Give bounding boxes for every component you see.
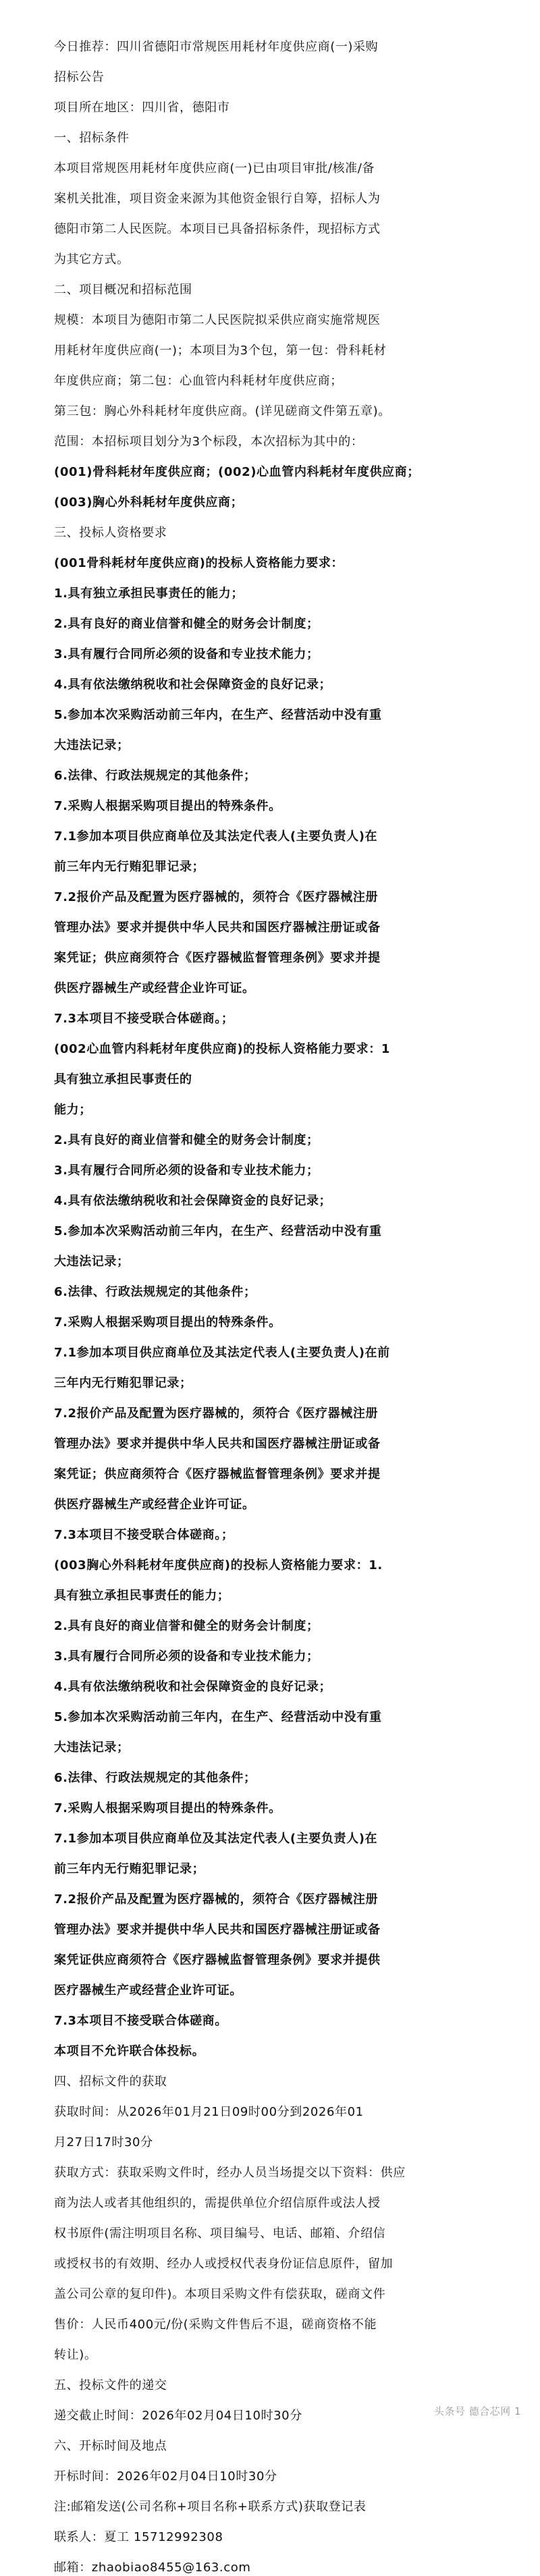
article-line: 7.2报价产品及配置为医疗器械的，须符合《医疗器械注册 [54, 1892, 379, 1907]
article-line: 案凭证；供应商须符合《医疗器械监督管理条例》要求并提 [54, 951, 381, 965]
article-line: 第三包：胸心外科耗材年度供应商。(详见磋商文件第五章)。 [54, 404, 391, 418]
article-line: 规模：本项目为德阳市第二人民医院拟采供应商实施常规医 [54, 313, 381, 327]
article-line: 招标公告 [54, 70, 105, 84]
article-line: 2.具有良好的商业信誉和健全的财务会计制度； [54, 617, 319, 631]
article-line: 4.具有依法缴纳税收和社会保障资金的良好记录； [54, 1680, 332, 1694]
article-line: 7.1参加本项目供应商单位及其法定代表人(主要负责人)在 [54, 1832, 378, 1846]
article-line: 盖公司公章的复印件)。本项目采购文件有偿获取，磋商文件 [54, 2287, 386, 2301]
article-line: 项目所在地区：四川省，德阳市 [54, 101, 230, 115]
article-line: 具有独立承担民事责任的 [54, 1072, 192, 1087]
article-line: 7.采购人根据采购项目提出的特殊条件。 [54, 1315, 281, 1330]
article-line: 大违法记录； [54, 738, 130, 752]
article-line: 二、项目概况和招标范围 [54, 283, 192, 297]
article-line: 案凭证供应商须符合《医疗器械监督管理条例》要求并提供 [54, 1953, 381, 1967]
article-line: 3.具有履行合同所必须的设备和专业技术能力； [54, 647, 319, 661]
article-line: 5.参加本次采购活动前三年内，在生产、经营活动中没有重 [54, 1224, 382, 1238]
article-line: (003胸心外科耗材年度供应商)的投标人资格能力要求：1. [54, 1558, 383, 1572]
article-line: (003)胸心外科耗材年度供应商； [54, 495, 244, 510]
watermark: 头条号 德合芯网 1 [433, 2405, 521, 2417]
article-line: 6.法律、行政法规规定的其他条件； [54, 1285, 256, 1299]
article-line: 5.参加本次采购活动前三年内，在生产、经营活动中没有重 [54, 1710, 382, 1724]
article-line: 供医疗器械生产或经营企业许可证。 [54, 1498, 255, 1512]
article-line: 7.3本项目不接受联合体磋商。； [54, 1012, 234, 1026]
article-line: 5.参加本次采购活动前三年内，在生产、经营活动中没有重 [54, 708, 382, 722]
article-line: 本项目不允许联合体投标。 [54, 2044, 205, 2058]
article-line: 邮箱：zhaobiao8455@163.com [54, 2560, 251, 2575]
article-line: 7.2报价产品及配置为医疗器械的，须符合《医疗器械注册 [54, 890, 379, 904]
article-line: 7.1参加本项目供应商单位及其法定代表人(主要负责人)在前 [54, 1346, 390, 1360]
article-line: 案凭证；供应商须符合《医疗器械监督管理条例》要求并提 [54, 1467, 381, 1481]
article-line: 转让)。 [54, 2348, 97, 2362]
article-line: 权书原件(需注明项目名称、项目编号、电话、邮箱、介绍信 [54, 2226, 386, 2241]
article-line: 年度供应商；第二包：心血管内科耗材年度供应商； [54, 374, 343, 388]
article-line: 7.1参加本项目供应商单位及其法定代表人(主要负责人)在 [54, 829, 378, 844]
article-line: 四、招标文件的获取 [54, 2075, 167, 2089]
article-line: 用耗材年度供应商(一)；本项目为3个包，第一包：骨科耗材 [54, 344, 387, 358]
article-line: 管理办法》要求并提供中华人民共和国医疗器械注册证或备 [54, 1437, 381, 1451]
article-body [54, 39, 486, 2576]
article-line: 范围：本招标项目划分为3个标段，本次招标为其中的： [54, 435, 364, 449]
article-line: 月27日17时30分 [54, 2135, 153, 2149]
article-line: (001骨科耗材年度供应商)的投标人资格能力要求： [54, 556, 344, 570]
article-line: 能力； [54, 1103, 92, 1117]
article-line: 一、招标条件 [54, 131, 130, 145]
article-line: 2.具有良好的商业信誉和健全的财务会计制度； [54, 1619, 319, 1633]
article-line: 供医疗器械生产或经营企业许可证。 [54, 981, 255, 995]
article-line: 管理办法》要求并提供中华人民共和国医疗器械注册证或备 [54, 921, 381, 935]
article-line: 3.具有履行合同所必须的设备和专业技术能力； [54, 1649, 319, 1664]
article-line: 获取方式：获取采购文件时，经办人员当场提交以下资料：供应 [54, 2166, 406, 2180]
article-line: 开标时间：2026年02月04日10时30分 [54, 2469, 277, 2484]
article-line: 德阳市第二人民医院。本项目已具备招标条件，现招标方式 [54, 222, 381, 236]
article-line: 1.具有独立承担民事责任的能力； [54, 586, 244, 601]
article-line: 递交截止时间：2026年02月04日10时30分 [54, 2409, 302, 2423]
article-line: 案机关批准，项目资金来源为其他资金银行自筹，招标人为 [54, 192, 381, 206]
article-line: 管理办法》要求并提供中华人民共和国医疗器械注册证或备 [54, 1923, 381, 1937]
article-line: 联系人：夏工 15712992308 [54, 2530, 223, 2544]
article-line: 7.2报价产品及配置为医疗器械的，须符合《医疗器械注册 [54, 1406, 379, 1421]
article-line: 7.采购人根据采购项目提出的特殊条件。 [54, 799, 281, 813]
article-line: (002心血管内科耗材年度供应商)的投标人资格能力要求：1 [54, 1042, 390, 1056]
article-line: 2.具有良好的商业信誉和健全的财务会计制度； [54, 1133, 319, 1147]
article-line: 或授权书的有效期、经办人或授权代表身份证信息原件，留加 [54, 2257, 394, 2271]
article-line: 为其它方式。 [54, 252, 130, 267]
article-line: 本项目常规医用耗材年度供应商(一)已由项目审批/核准/备 [54, 161, 375, 175]
article-line: 前三年内无行贿犯罪记录； [54, 860, 205, 874]
article-line: 商为法人或者其他组织的，需提供单位介绍信原件或法人授 [54, 2196, 381, 2210]
article-line: 4.具有依法缴纳税收和社会保障资金的良好记录； [54, 1194, 332, 1208]
article-line: 具有独立承担民事责任的能力； [54, 1589, 230, 1603]
article-line: 大违法记录； [54, 1741, 130, 1755]
article-line: 五、投标文件的递交 [54, 2378, 167, 2392]
article-line: 4.具有依法缴纳税收和社会保障资金的良好记录； [54, 678, 332, 692]
article-line: 大违法记录； [54, 1255, 130, 1269]
article-line: 7.3本项目不接受联合体磋商。； [54, 1528, 234, 1542]
article-line: (001)骨科耗材年度供应商；(002)心血管内科耗材年度供应商； [54, 465, 420, 479]
article-line: 三年内无行贿犯罪记录； [54, 1376, 192, 1390]
article-line: 今日推荐：四川省德阳市常规医用耗材年度供应商(一)采购 [54, 40, 379, 54]
article-line: 6.法律、行政法规规定的其他条件； [54, 1771, 256, 1785]
article-line: 注:邮箱发送(公司名称+项目名称+联系方式)获取登记表 [54, 2500, 367, 2514]
article-line: 7.采购人根据采购项目提出的特殊条件。 [54, 1801, 281, 1815]
article-line: 六、开标时间及地点 [54, 2439, 167, 2453]
article-line: 前三年内无行贿犯罪记录； [54, 1862, 205, 1876]
article-line: 7.3本项目不接受联合体磋商。 [54, 2014, 227, 2028]
article-line: 三、投标人资格要求 [54, 526, 167, 540]
article-line: 医疗器械生产或经营企业许可证。 [54, 1983, 242, 1998]
article-line: 售价：人民币400元/份(采购文件售后不退，磋商资格不能 [54, 2318, 377, 2332]
article-line: 6.法律、行政法规规定的其他条件； [54, 769, 256, 783]
article-line: 获取时间：从2026年01月21日09时00分到2026年01 [54, 2105, 364, 2119]
article-line: 3.具有履行合同所必须的设备和专业技术能力； [54, 1163, 319, 1178]
